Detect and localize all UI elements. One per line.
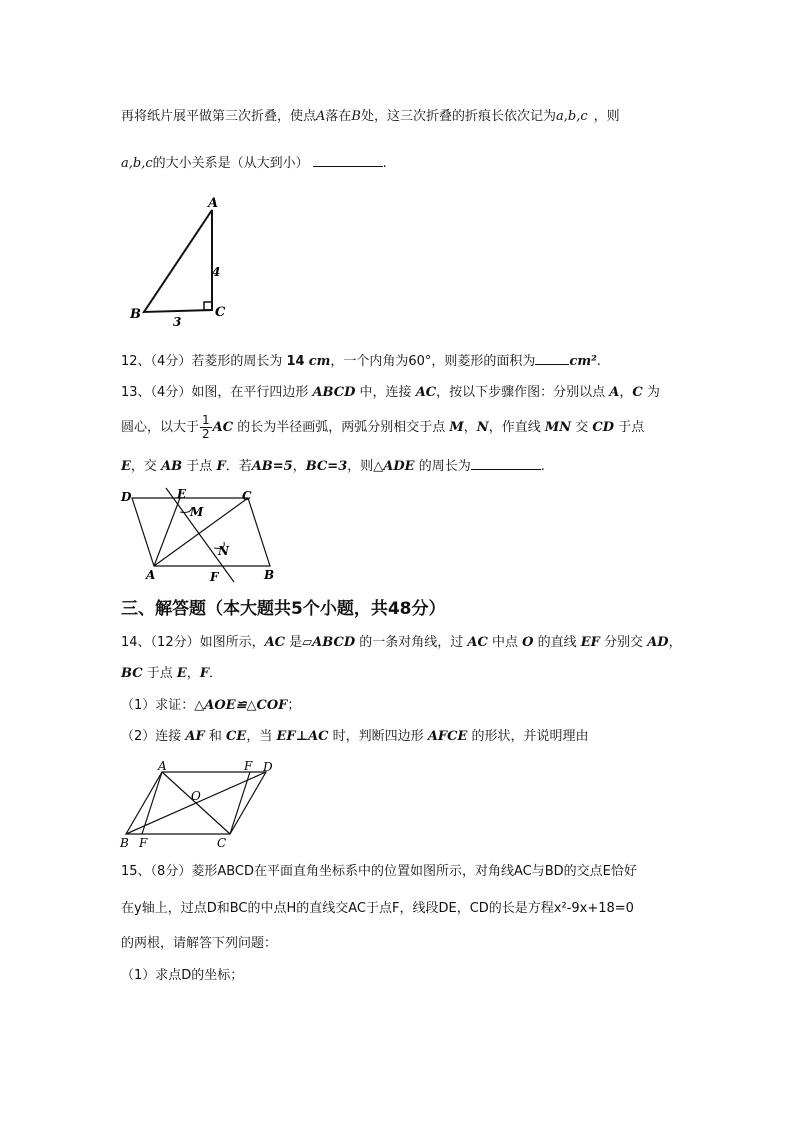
label-A: A [146,568,156,582]
q13-line-1: 13、（4分）如图，在平行四边形 ABCD 中，连接 AC，按以下步骤作图：分别以点 A，C 为 [121,385,660,400]
label-E: E [177,487,187,501]
label-B: B [264,568,275,582]
q15-line-2: 在y轴上，过点D和BC的中点H的直线交AC于点F，线段DE，CD的长是方程x²-9x+18=0 [121,901,634,916]
answer-blank[interactable] [471,457,541,470]
q14-parallelogram-figure [118,758,288,853]
right-triangle-figure [126,192,236,332]
label-F-lower: F [139,836,148,850]
intro-line-2: a,b,c的大小关系是（从大到小） . [121,156,387,171]
label-D: D [263,760,273,774]
q14-line-1: 14、（12分）如图所示，AC 是▱ABCD 的一条对角线，过 AC 中点 O 的直线 EF 分别交 AD， [121,635,682,650]
label-side-ac: 4 [212,265,221,279]
parallelogram-figure [118,486,288,586]
label-B: B [120,836,129,850]
label-O: O [191,789,201,803]
label-C: C [215,305,226,320]
label-side-bc: 3 [173,315,182,329]
q13-line-3: E，交 AB 于点 F．若AB=5，BC=3，则△ADE 的周长为 . [121,459,545,474]
label-C: C [242,489,252,503]
label-B: B [130,307,141,322]
q15-line-3: 的两根，请解答下列问题： [121,936,278,951]
q15-line-1: 15、（8分）菱形ABCD在平面直角坐标系中的位置如图所示，对角线AC与BD的交点E恰好 [121,864,637,879]
label-N: N [218,544,229,558]
answer-blank[interactable] [535,352,569,365]
q12-line: 12、（4分）若菱形的周长为 14 cm，一个内角为60°，则菱形的面积为 cm². [121,354,601,369]
label-M: M [190,505,204,519]
label-A: A [208,196,219,211]
label-F: F [244,759,253,773]
label-F: F [210,570,219,584]
q13-line-2: 圆心，以大于 $\frac{1}{2}$ AC 的长为半径画弧，两弧分别相交于点 M，N，作直线 MN 交 CD 于点 [121,413,645,441]
answer-blank[interactable] [313,154,383,167]
fraction-one-half: $\frac{1}{2}$ [202,413,210,441]
q14-part-1: （1）求证：△AOE≌△COF； [121,698,301,713]
q14-part-2: （2）连接 AF 和 CE，当 EF⊥AC 时，判断四边形 AFCE 的形状，并说明理由 [121,729,589,744]
intro-line-1: 再将纸片展平做第三次折叠，使点A落在B处，这三次折叠的折痕长依次记为a,b,c ，则 [121,109,620,124]
section-heading: 三、解答题（本大题共5个小题，共48分） [121,599,446,619]
label-A: A [158,759,167,773]
q15-part-1: （1）求点D的坐标； [121,968,244,983]
label-D: D [121,490,132,504]
q14-line-2: BC 于点 E，F． [121,666,223,681]
label-C: C [217,836,227,850]
